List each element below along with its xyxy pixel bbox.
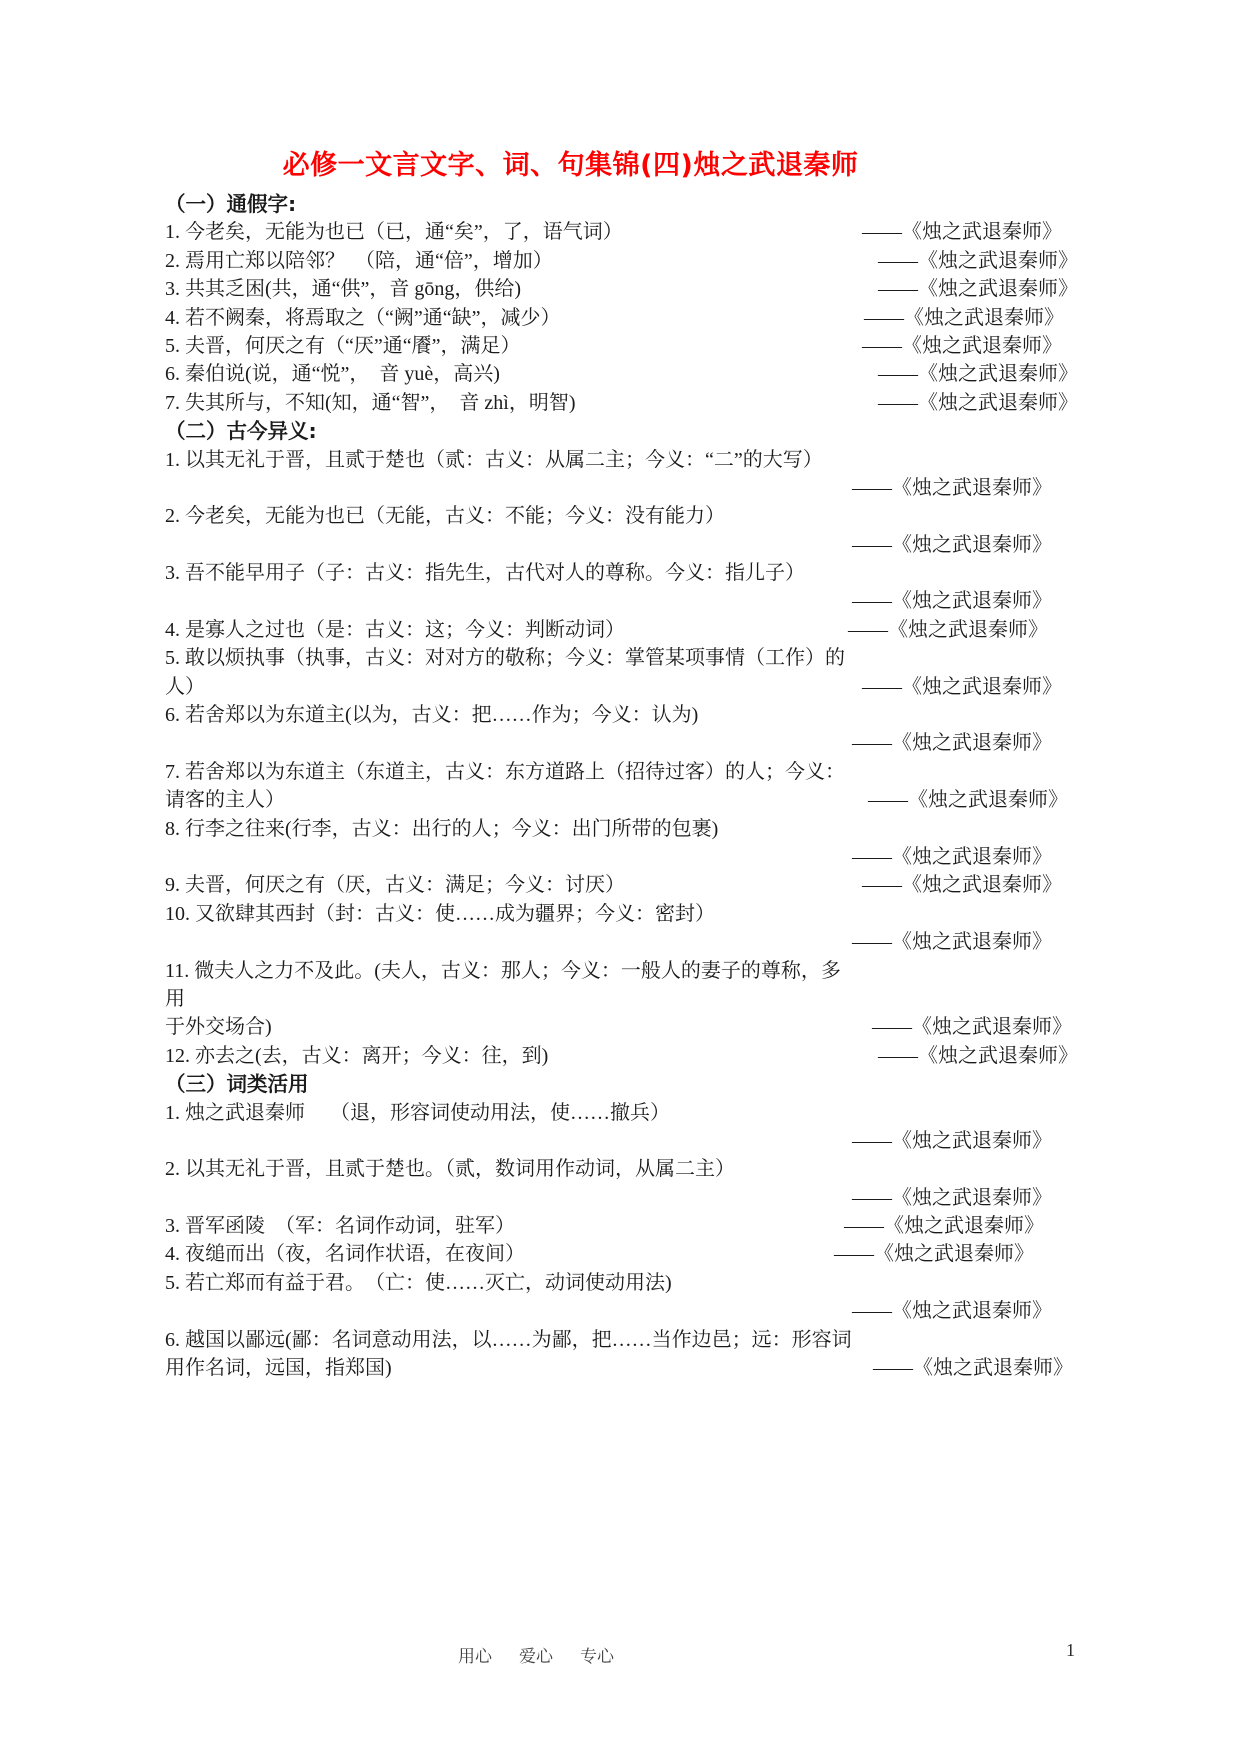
line-text: 1. 今老矣，无能为也已（已，通“矣”，了，语气词） <box>165 221 623 244</box>
citation-text: ——《烛之武退秦师》 <box>878 249 1078 272</box>
citation-text: ——《烛之武退秦师》 <box>872 1016 1072 1039</box>
document-line <box>165 247 1078 275</box>
line-text: （一）通假字: <box>165 192 297 216</box>
citation-text: ——《烛之武退秦师》 <box>844 1215 1044 1238</box>
document-line <box>165 502 1078 530</box>
line-text: 6. 秦伯说(说，通“悦”， 音 yuè，高兴) <box>165 363 500 386</box>
document-line <box>165 1240 1078 1268</box>
document-line <box>165 587 1078 615</box>
document-line <box>165 928 1078 956</box>
line-text: 用 <box>165 987 185 1010</box>
line-text: 3. 晋军函陵 （军：名词作动词，驻军） <box>165 1215 515 1238</box>
line-text: 6. 若舍郑以为东道主(以为，古义：把……作为；今义：认为) <box>165 704 699 727</box>
line-text: 3. 吾不能早用子（子：古义：指先生，古代对人的尊称。今义：指儿子） <box>165 562 805 585</box>
document-line <box>165 786 1078 814</box>
citation-text: ——《烛之武退秦师》 <box>862 874 1062 897</box>
document-line <box>165 1326 1078 1354</box>
citation-text: ——《烛之武退秦师》 <box>834 1243 1034 1266</box>
document-line <box>165 1155 1078 1183</box>
citation-text: ——《烛之武退秦师》 <box>852 931 1052 954</box>
line-text: 4. 是寡人之过也（是：古义：这；今义：判断动词） <box>165 618 625 641</box>
citation-text: ——《烛之武退秦师》 <box>852 590 1052 613</box>
document-line <box>165 1127 1078 1155</box>
document-line <box>165 815 1078 843</box>
document-line <box>165 616 1078 644</box>
document-line <box>165 446 1078 474</box>
document-line <box>165 218 1078 246</box>
line-text: 5. 若亡郑而有益于君。 （亡：使……灭亡，动词使动用法) <box>165 1271 672 1294</box>
citation-text: ——《烛之武退秦师》 <box>852 476 1052 499</box>
line-text: 2. 今老矣，无能为也已（无能，古义：不能；今义：没有能力） <box>165 505 725 528</box>
document-line <box>165 1184 1078 1212</box>
document-line <box>165 531 1078 559</box>
document-line <box>165 1269 1078 1297</box>
document-line <box>165 304 1078 332</box>
document-line <box>165 275 1078 303</box>
citation-text: ——《烛之武退秦师》 <box>852 533 1052 556</box>
document-line <box>165 360 1078 388</box>
line-text: 7. 若舍郑以为东道主（东道主，古义：东方道路上（招待过客）的人；今义： <box>165 760 845 783</box>
document-line <box>165 729 1078 757</box>
document-line <box>165 474 1078 502</box>
line-text: 6. 越国以鄙远(鄙：名词意动用法，以……为鄙，把……当作边邑；远：形容词 <box>165 1328 852 1351</box>
document-line <box>165 701 1078 729</box>
line-text: 2. 以其无礼于晋，且贰于楚也。（贰，数词用作动词，从属二主） <box>165 1158 735 1181</box>
line-text: （三）词类活用 <box>165 1072 309 1097</box>
document-line <box>165 843 1078 871</box>
citation-text: ——《烛之武退秦师》 <box>862 334 1062 357</box>
line-text: 3. 共其乏困(共，通“供”，音 gōng，供给) <box>165 278 522 301</box>
document-line <box>165 559 1078 587</box>
section-heading <box>165 417 1078 445</box>
citation-text: ——《烛之武退秦师》 <box>852 845 1052 868</box>
line-text: 2. 焉用亡郑以陪邻？ （陪，通“倍”，增加） <box>165 249 553 272</box>
line-text: 请客的主人） <box>165 789 285 812</box>
document-line <box>165 758 1078 786</box>
line-text: 1. 以其无礼于晋，且贰于楚也（贰：古义：从属二主；今义：“二”的大写） <box>165 448 823 471</box>
citation-text: ——《烛之武退秦师》 <box>878 278 1078 301</box>
citation-text: ——《烛之武退秦师》 <box>878 391 1078 414</box>
document-line <box>165 871 1078 899</box>
line-text: 5. 敢以烦执事（执事，古义：对对方的敬称；今义：掌管某项事情（工作）的 <box>165 647 845 670</box>
citation-text: ——《烛之武退秦师》 <box>848 618 1048 641</box>
page-number: 1 <box>1066 1640 1075 1660</box>
line-text: 9. 夫晋，何厌之有（厌，古义：满足；今义：讨厌） <box>165 874 625 897</box>
document-line <box>165 644 1078 672</box>
citation-text: ——《烛之武退秦师》 <box>852 1129 1052 1152</box>
line-text: 4. 夜缒而出（夜，名词作状语，在夜间） <box>165 1243 525 1266</box>
footer-word: 用心 <box>458 1647 492 1666</box>
line-text: 于外交场合) <box>165 1016 272 1039</box>
line-text: 5. 夫晋，何厌之有（“厌”通“餍”，满足） <box>165 334 521 357</box>
line-text: 用作名词，远国，指郑国) <box>165 1357 392 1380</box>
document-line <box>165 389 1078 417</box>
citation-text: ——《烛之武退秦师》 <box>878 363 1078 386</box>
section-heading <box>165 1070 1078 1098</box>
line-text: 8. 行李之往来(行李，古义：出行的人；今义：出门所带的包裹) <box>165 817 719 840</box>
document-line <box>165 1013 1078 1041</box>
document-line <box>165 1099 1078 1127</box>
line-text: 11. 微夫人之力不及此。(夫人，古义：那人；今义：一般人的妻子的尊称，多 <box>165 959 841 982</box>
document-line <box>165 1354 1078 1382</box>
section-heading <box>165 190 1078 218</box>
document-body <box>165 190 1078 1382</box>
citation-text: ——《烛之武退秦师》 <box>862 221 1062 244</box>
citation-text: ——《烛之武退秦师》 <box>873 1357 1073 1380</box>
document-line <box>165 957 1078 985</box>
line-text: 7. 失其所与，不知(知，通“智”， 音 zhì，明智) <box>165 391 576 414</box>
citation-text: ——《烛之武退秦师》 <box>852 1186 1052 1209</box>
line-text: 人） <box>165 675 205 698</box>
footer-word: 爱心 <box>519 1647 553 1666</box>
document-line <box>165 1212 1078 1240</box>
citation-text: ——《烛之武退秦师》 <box>878 1044 1078 1067</box>
document-line <box>165 1297 1078 1325</box>
line-text: 10. 又欲肆其西封（封：古义：使……成为疆界；今义：密封） <box>165 902 715 925</box>
citation-text: ——《烛之武退秦师》 <box>862 675 1062 698</box>
document-line <box>165 900 1078 928</box>
citation-text: ——《烛之武退秦师》 <box>852 1300 1052 1323</box>
line-text: （二）古今异义: <box>165 419 317 444</box>
citation-text: ——《烛之武退秦师》 <box>852 732 1052 755</box>
document-line <box>165 1042 1078 1070</box>
document-line <box>165 985 1078 1013</box>
citation-text: ——《烛之武退秦师》 <box>868 789 1068 812</box>
line-text: 4. 若不阙秦，将焉取之（“阙”通“缺”，减少） <box>165 306 561 329</box>
footer-word: 专心 <box>580 1647 614 1666</box>
document-line <box>165 673 1078 701</box>
page-title: 必修一文言文字、词、句集锦(四)烛之武退秦师 <box>282 150 859 181</box>
line-text: 12. 亦去之(去，古义：离开；今义：往，到) <box>165 1044 549 1067</box>
document-line <box>165 332 1078 360</box>
footer-motto <box>458 1642 614 1667</box>
citation-text: ——《烛之武退秦师》 <box>864 306 1064 329</box>
line-text: 1. 烛之武退秦师 （退，形容词使动用法，使……撤兵） <box>165 1101 670 1124</box>
